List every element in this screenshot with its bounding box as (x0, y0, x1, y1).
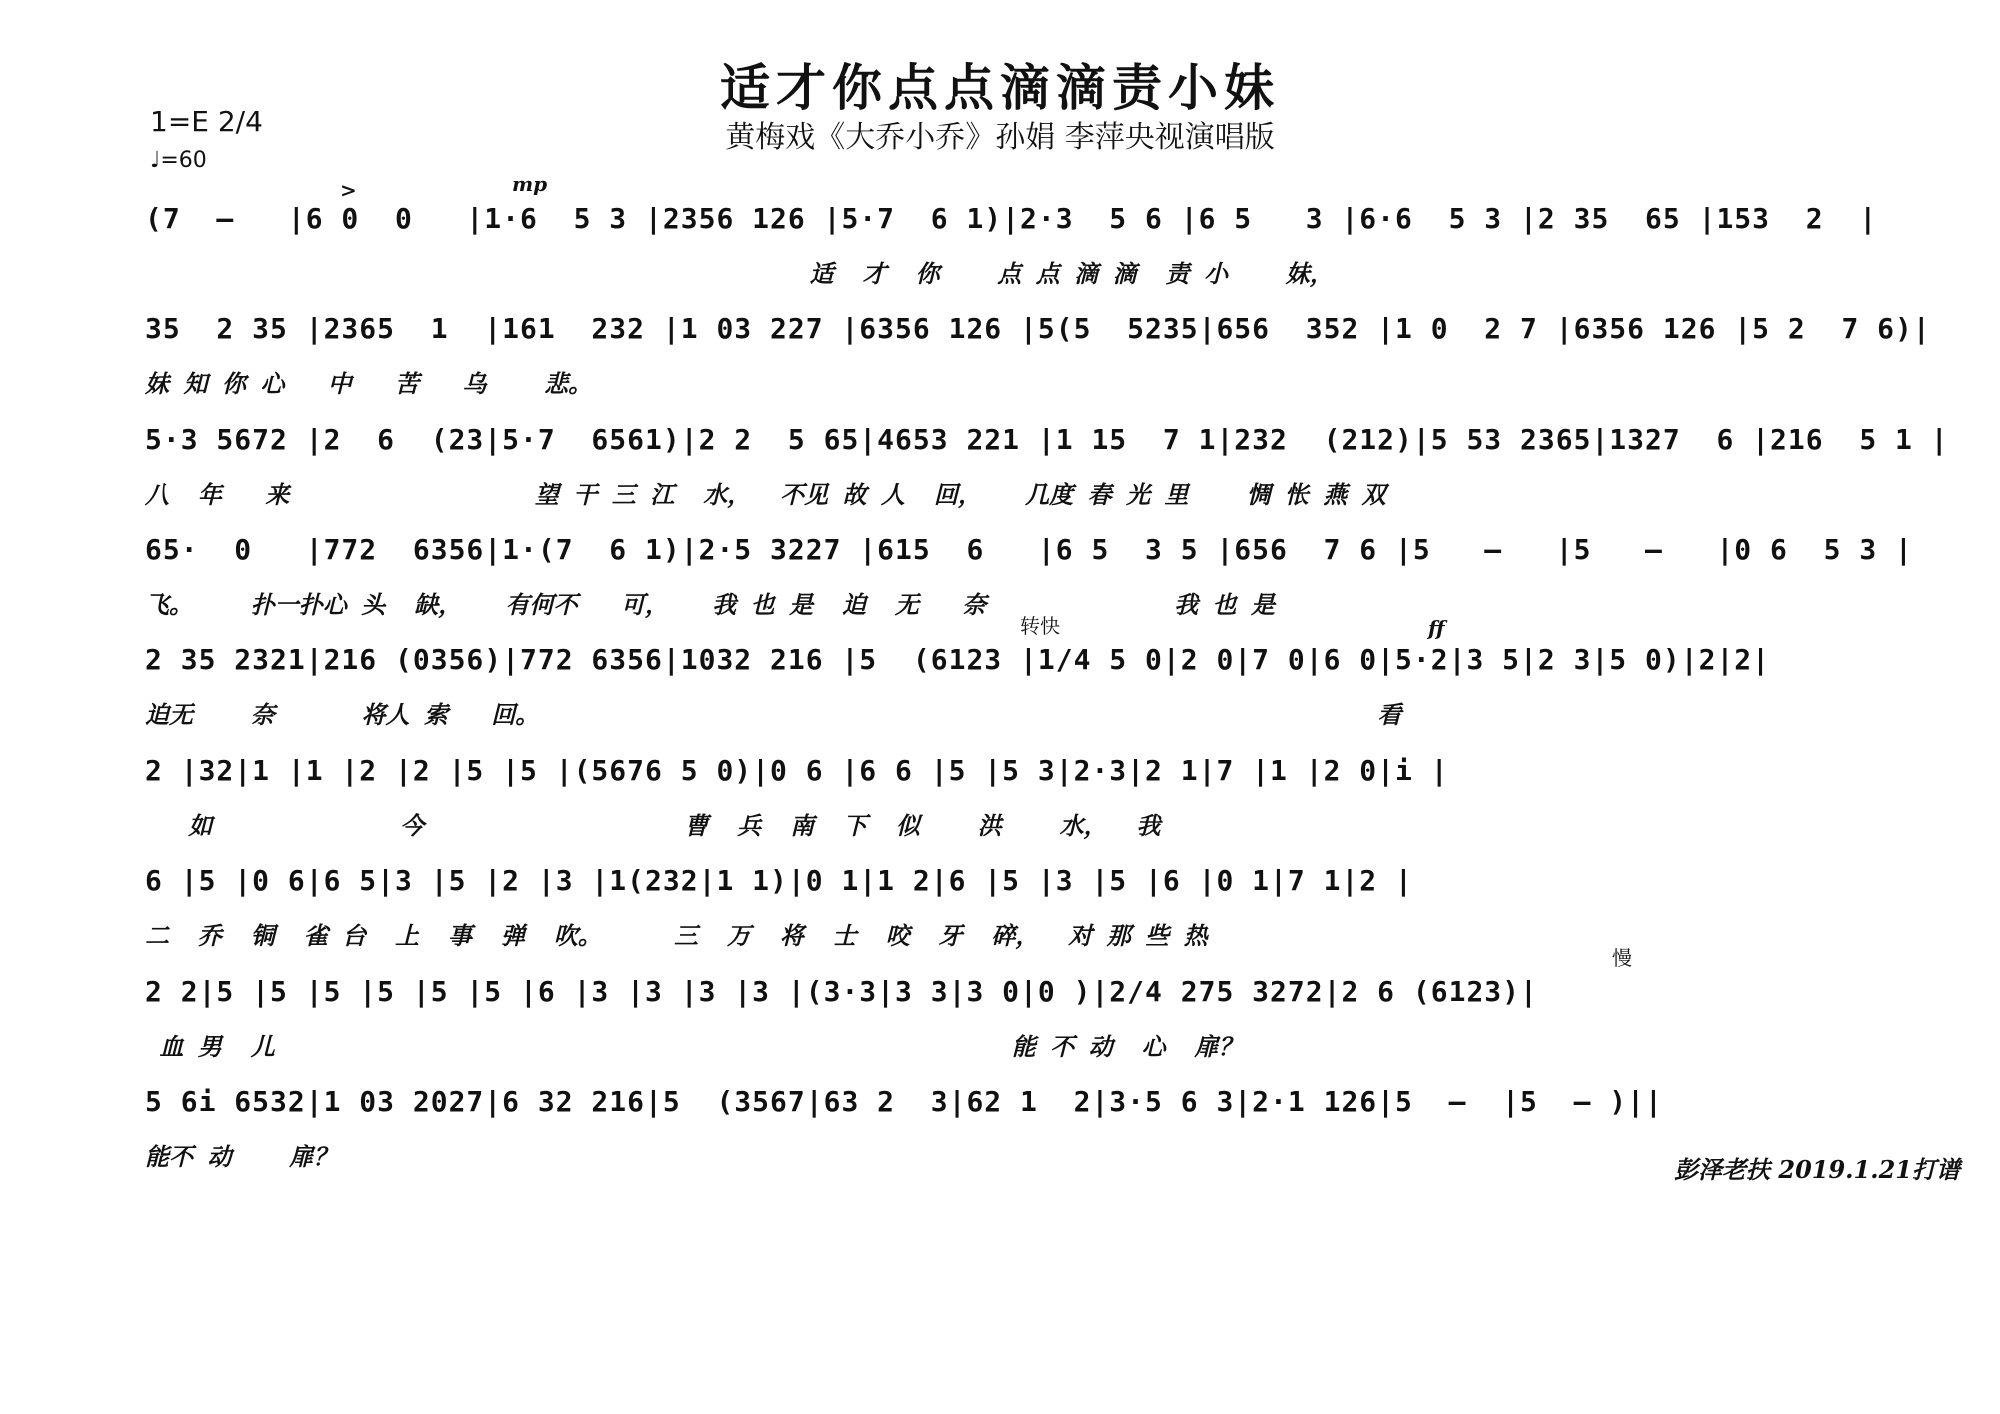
lyrics-text: 八 年 来 望 干 三 江 水， 不见 故 人 回， 几度 春 光 里 惆 怅 燕 双 (145, 481, 1386, 509)
tempo-slow-mark: 慢 (1612, 946, 1632, 970)
notation-text: 2 2|5 |5 |5 |5 |5 |5 |6 |3 |3 |3 |3 |(3·3|3 3|3 0|0 )|2/4 275 3272|2 6 (6123)| (145, 975, 1538, 1008)
transcriber-credit: 彭泽老扶 2019.1.21打谱 (1674, 1155, 1960, 1184)
dynamic-ff: ff (1428, 616, 1445, 640)
notation-text: 2 |32|1 |1 |2 |2 |5 |5 |(5676 5 0)|0 6 |6 6 |5 |5 3|2·3|2 1|7 |1 |2 0|i | (145, 754, 1449, 787)
notation-text: 65· 0 |772 6356|1·(7 6 1)|2·5 3227 |615 6 |6 5 3 5 |656 7 6 |5 – |5 – |0 6 5 3 | (145, 533, 1913, 566)
dynamic-mp: mp (512, 172, 548, 196)
lyrics-text: 能不 动 扉？ (145, 1143, 338, 1171)
notation-text: 2 35 2321|216 (0356)|772 6356|1032 216 |5 (6123 |1/4 5 0|2 0|7 0|6 0|5·2|3 5|2 3|5 0)|2|2| (145, 643, 1771, 676)
notation-text: (7 – |6 0 0 |1·6 5 3 |2356 126 |5·7 6 1)|2·3 5 6 |6 5 3 |6·6 5 3 |2 35 65 |153 2 | (145, 202, 1878, 235)
accent-mark: > (340, 178, 357, 202)
lyrics-text: 飞。 扑一扑心 头 缺， 有何不 可， 我 也 是 迫 无 奈 我 也 是 (145, 591, 1275, 619)
lyrics-text: 如 今 曹 兵 南 下 似 洪 水， 我 (145, 812, 1161, 840)
notation-text: 5·3 5672 |2 6 (23|5·7 6561)|2 2 5 65|4653 221 |1 15 7 1|232 (212)|5 53 2365|1327 6 |216 5 1 | (145, 423, 1949, 456)
lyrics-text: 妹 知 你 心 中 苦 乌 悲。 (145, 370, 593, 398)
tempo-marking: ♩=60 (150, 148, 207, 173)
song-subtitle: 黄梅戏《大乔小乔》孙娟 李萍央视演唱版 (725, 120, 1275, 155)
notation-text: 5 6i 6532|1 03 2027|6 32 216|5 (3567|63 2 3|62 1 2|3·5 6 3|2·1 126|5 – |5 – )|| (145, 1085, 1663, 1118)
song-title: 适才你点点滴滴责小妹 (720, 58, 1280, 117)
lyrics-text: 血 男 儿 能 不 动 心 扉？ (145, 1033, 1243, 1061)
notation-text: 6 |5 |0 6|6 5|3 |5 |2 |3 |1(232|1 1)|0 1|1 2|6 |5 |3 |5 |6 |0 1|7 1|2 | (145, 864, 1413, 897)
notation-text: 35 2 35 |2365 1 |161 232 |1 03 227 |6356 126 |5(5 5235|656 352 |1 0 2 7 |6356 126 |5 2 7 6)| (145, 312, 1931, 345)
tempo-change-mark: 转快 (1020, 614, 1060, 638)
lyrics-text: 迫无 奈 将人 索 回。 看 (145, 701, 1402, 729)
key-signature: 1=E 2/4 (150, 105, 263, 138)
lyrics-text: 二 乔 铜 雀 台 上 事 弹 吹。 三 万 将 士 咬 牙 碎， 对 那 些 热 (145, 922, 1208, 950)
lyrics-text: 适 才 你 点 点 滴 滴 责 小 妹， (145, 260, 1334, 288)
